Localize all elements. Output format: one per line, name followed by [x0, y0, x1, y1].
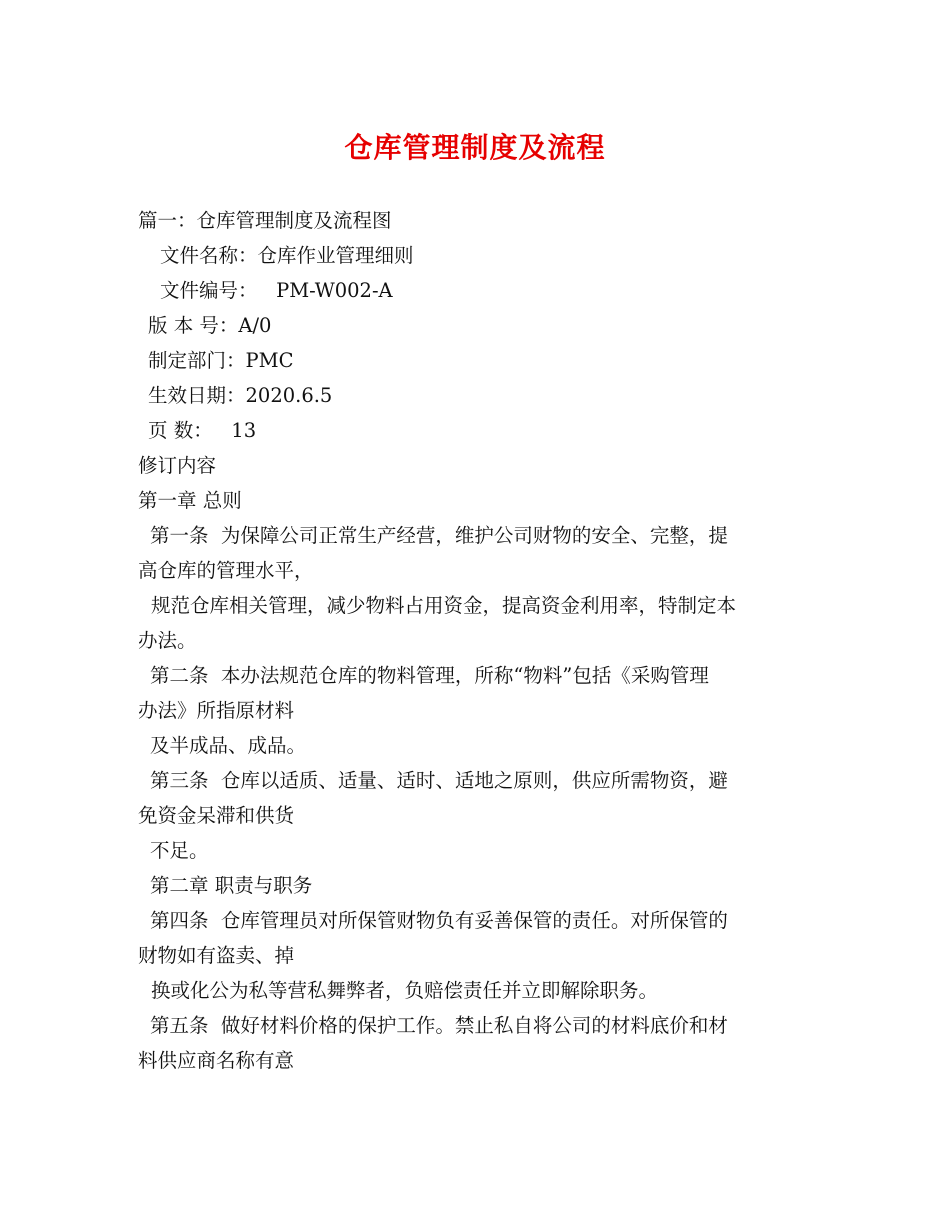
text-line: 办法。	[138, 629, 197, 652]
text-line: 及半成品、成品。	[150, 734, 307, 757]
text-line: 修订内容	[138, 454, 217, 477]
text-line: 第二章 职责与职务	[150, 874, 313, 897]
text-line: 文件编号： PM-W002-A	[160, 279, 393, 302]
text-line: 高仓库的管理水平，	[138, 559, 314, 582]
text-line: 第五条 做好材料价格的保护工作。禁止私自将公司的材料底价和材	[150, 1014, 728, 1037]
text-line: 页 数： 13	[148, 419, 257, 442]
text-line: 第三条 仓库以适质、适量、适时、适地之原则，供应所需物资，避	[150, 769, 728, 792]
text-line: 财物如有盗卖、掉	[138, 944, 295, 967]
text-line: 第二条 本办法规范仓库的物料管理，所称“物料”包括《采购管理	[150, 664, 709, 687]
text-line: 不足。	[150, 839, 209, 862]
text-line: 第一章 总则	[138, 489, 242, 512]
text-line: 规范仓库相关管理，减少物料占用资金，提高资金利用率，特制定本	[151, 594, 737, 617]
text-line: 文件名称：仓库作业管理细则	[160, 244, 414, 267]
text-line: 篇一：仓库管理制度及流程图	[138, 209, 392, 232]
text-line: 版 本 号：A/0	[148, 314, 272, 337]
text-line: 第四条 仓库管理员对所保管财物负有妥善保管的责任。对所保管的	[150, 909, 728, 932]
text-line: 制定部门：PMC	[148, 349, 294, 372]
text-line: 料供应商名称有意	[138, 1049, 295, 1072]
text-line: 免资金呆滞和供货	[138, 804, 295, 827]
text-line: 第一条 为保障公司正常生产经营，维护公司财物的安全、完整，提	[150, 524, 728, 547]
text-line: 生效日期：2020.6.5	[148, 384, 333, 407]
document-body	[138, 203, 814, 1078]
text-line: 换或化公为私等营私舞弊者，负赔偿责任并立即解除职务。	[151, 979, 659, 1002]
text-line: 办法》所指原材料	[138, 699, 295, 722]
document-title: 仓库管理制度及流程	[344, 131, 606, 164]
